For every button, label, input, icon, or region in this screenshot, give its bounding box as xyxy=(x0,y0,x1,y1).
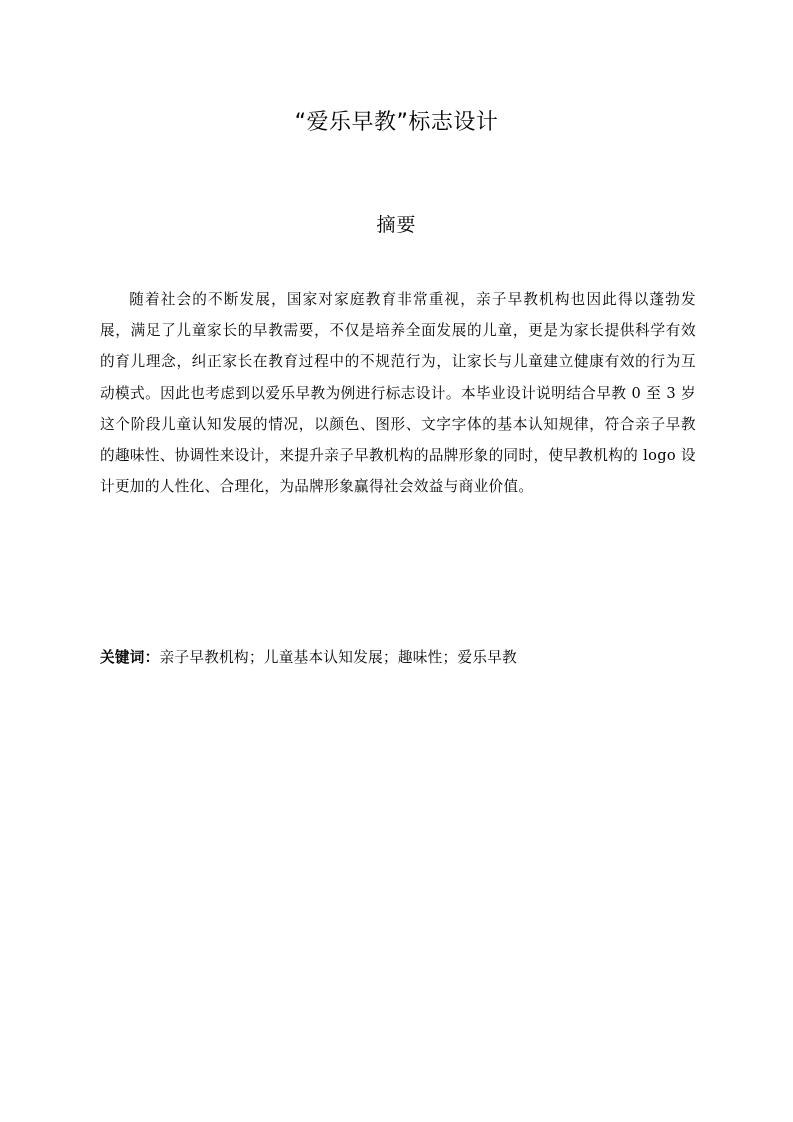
document-title: “爱乐早教”标志设计 xyxy=(294,110,499,135)
keywords-text: 亲子早教机构；儿童基本认知发展；趣味性；爱乐早教 xyxy=(159,649,518,666)
keywords-line xyxy=(100,642,696,673)
abstract-heading: 摘要 xyxy=(376,214,417,236)
keywords-label: 关键词： xyxy=(100,649,160,666)
abstract-body: 随着社会的不断发展，国家对家庭教育非常重视，亲子早教机构也因此得以蓬勃发展，满足了儿童家长的早教需要，不仅是培养全面发展的儿童，更是为家长提供科学有效的育儿理念，纠正家长在教育过程中的不规范行为，让家长与儿童建立健康有效的行为互动模式。因此也考虑到以爱乐早教为例进行标志设计。本毕业设计说明结合早教 0 至 3 岁这个阶段儿童认知发展的情况，以颜色、图形、文字字体的基本认知规律，符合亲子早教的趣味性、协调性来设计，来提升亲子早教机构的品牌形象的同时，使早教机构的 logo 设计更加的人性化、合理化，为品牌形象赢得社会效益与商业价值。 xyxy=(100,291,696,496)
